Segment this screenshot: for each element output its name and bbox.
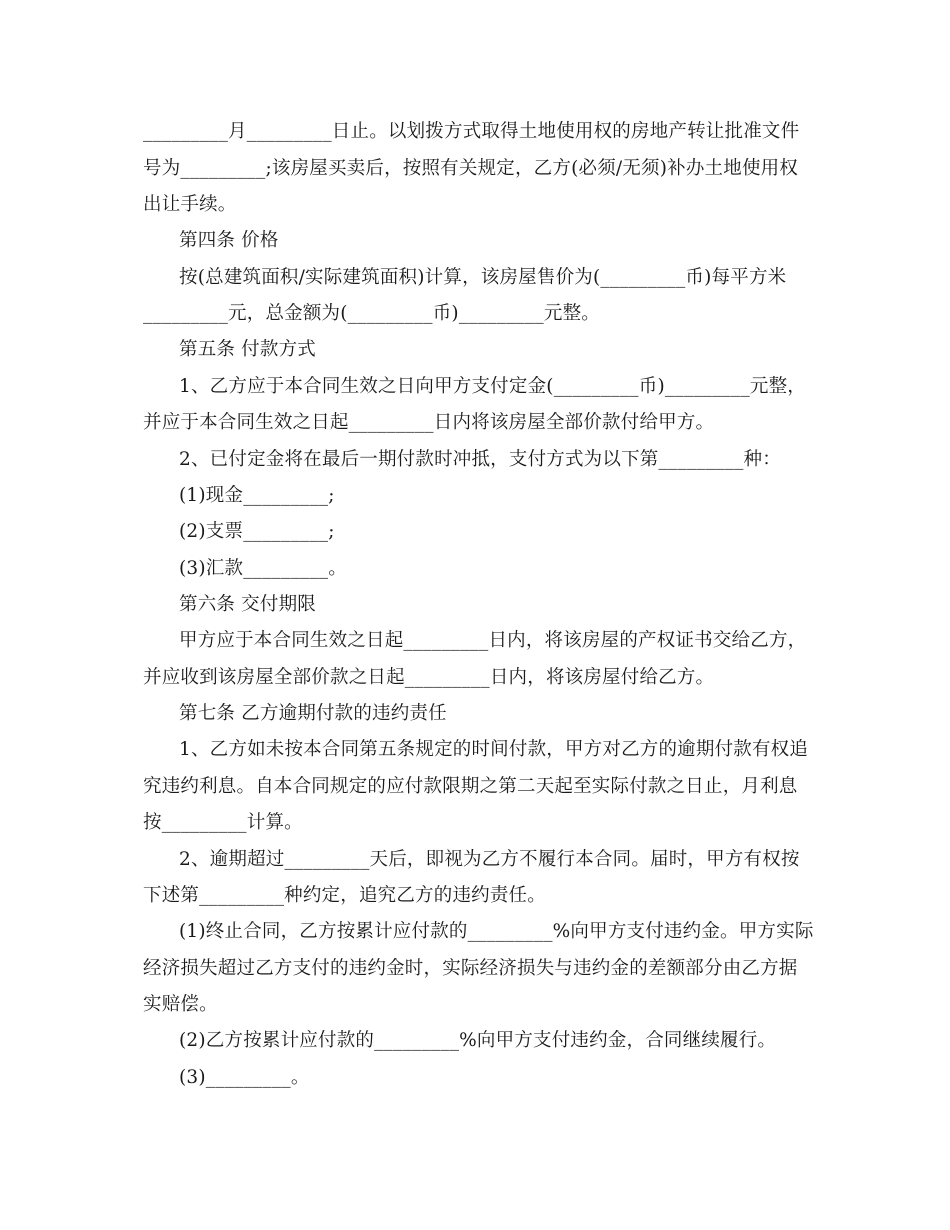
section-heading: 第五条 付款方式 [179,339,316,360]
list-item: (1)终止合同，乙方按累计应付款的_________%向甲方支付违约金。甲方实际 [179,921,814,942]
text-line: 并应于本合同生效之日起_________日内将该房屋全部价款付给甲方。 [143,412,715,433]
list-item: (2)支票_________; [179,521,335,542]
text-line: 并应收到该房屋全部价款之日起_________日内，将该房屋付给乙方。 [143,667,715,688]
list-item: (3)_________。 [179,1067,310,1088]
list-item: (1)现金_________; [179,485,335,506]
section-heading: 第七条 乙方逾期付款的违约责任 [179,703,447,724]
text-line: 2、已付定金将在最后一期付款时冲抵，支付方式为以下第_________种： [179,449,781,470]
text-line: 2、逾期超过_________天后，即视为乙方不履行本合同。届时，甲方有权按 [179,849,800,870]
text-line: 究违约利息。自本合同规定的应付款限期之第二天起至实际付款之日止，月利息 [143,776,798,797]
text-line: 1、乙方应于本合同生效之日向甲方支付定金(_________币)_________元整， [179,376,807,397]
text-line: 甲方应于本合同生效之日起_________日内，将该房屋的产权证书交给乙方， [179,630,807,651]
text-line: 按(总建筑面积/实际建筑面积)计算，该房屋售价为(_________币)每平方米 [179,267,787,288]
list-item: (2)乙方按累计应付款的_________%向甲方支付违约金，合同继续履行。 [179,1030,777,1051]
text-line: 号为_________;该房屋买卖后，按照有关规定，乙方(必须/无须)补办土地使用权 [143,158,799,179]
text-line: 出让手续。 [143,194,237,215]
section-heading: 第四条 价格 [179,230,279,251]
text-line: 经济损失超过乙方支付的违约金时，实际经济损失与违约金的差额部分由乙方据 [143,958,798,979]
text-line: _________月_________日止。以划拨方式取得土地使用权的房地产转让批准文件 [143,121,800,142]
text-line: 1、乙方如未按本合同第五条规定的时间付款，甲方对乙方的逾期付款有权追 [179,739,809,760]
text-line: 按_________计算。 [143,812,303,833]
text-line: 下述第_________种约定，追究乙方的违约责任。 [143,885,546,906]
text-line: 实赔偿。 [143,994,218,1015]
list-item: (3)汇款_________。 [179,558,347,579]
section-heading: 第六条 交付期限 [179,594,316,615]
text-line: _________元，总金额为(_________币)_________元整。 [143,303,600,324]
